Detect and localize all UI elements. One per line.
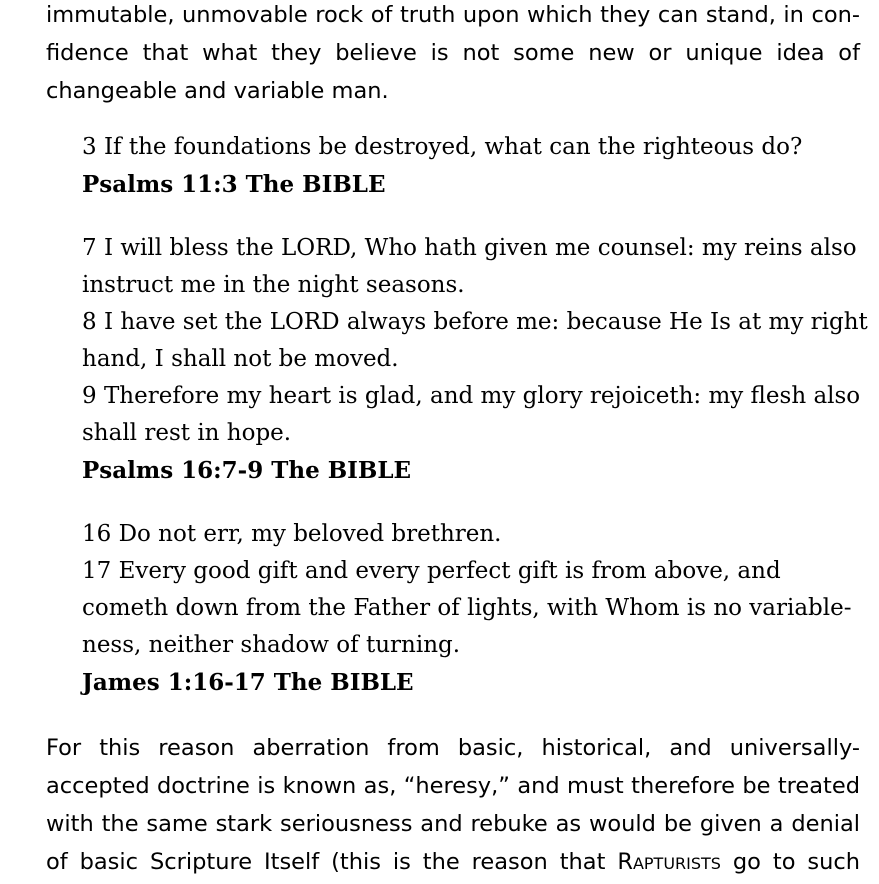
closing-line [46,843,860,881]
verse-line: shall rest in hope. [82,420,292,446]
verse-line: 7 I will bless the LORD, Who hath given me counsel: my reins also [82,235,857,261]
intro-line: immutable, unmovable rock of truth upon which they can stand, in con- [46,2,860,28]
verse-line: 16 Do not err, my beloved brethren. [82,521,502,547]
scripture-citation: Psalms 16:7-9 The BIBLE [82,457,412,484]
verse-line: cometh down from the Father of lights, with Whom is no variable- [82,595,852,621]
verse-line: ness, neither shadow of turning. [82,632,461,658]
rapturists-term: Rapturists [617,849,721,875]
scripture-quote-psalms-16 [82,230,868,489]
verse-line: 17 Every good gift and every perfect gift is from above, and [82,558,781,584]
closing-line: with the same stark seriousness and rebuke as would be given a denial [46,811,860,837]
closing-line: For this reason aberration from basic, historical, and universally- [46,735,860,761]
scripture-quote-psalms-11 [82,129,862,203]
verse-line: instruct me in the night seasons. [82,272,465,298]
scripture-quote-james-1 [82,516,862,701]
scripture-citation: James 1:16-17 The BIBLE [82,669,414,696]
verse-line: hand, I shall not be moved. [82,346,399,372]
closing-line-text: of basic Scripture Itself (this is the reason that [46,849,618,875]
intro-line: fidence that what they believe is not some new or unique idea of [46,40,860,66]
scripture-citation: Psalms 11:3 The BIBLE [82,171,386,198]
verse-line: 9 Therefore my heart is glad, and my glory rejoiceth: my flesh also [82,383,861,409]
closing-line-text: go to such [720,849,860,875]
intro-paragraph [46,0,860,110]
closing-line: accepted doctrine is known as, “heresy,” and must therefore be treated [46,773,860,799]
verse-line: 3 If the foundations be destroyed, what can the righteous do? [82,134,803,160]
closing-paragraph [46,729,860,881]
verse-line: 8 I have set the LORD always before me: because He Is at my right [82,309,868,335]
intro-line: changeable and variable man. [46,78,389,104]
